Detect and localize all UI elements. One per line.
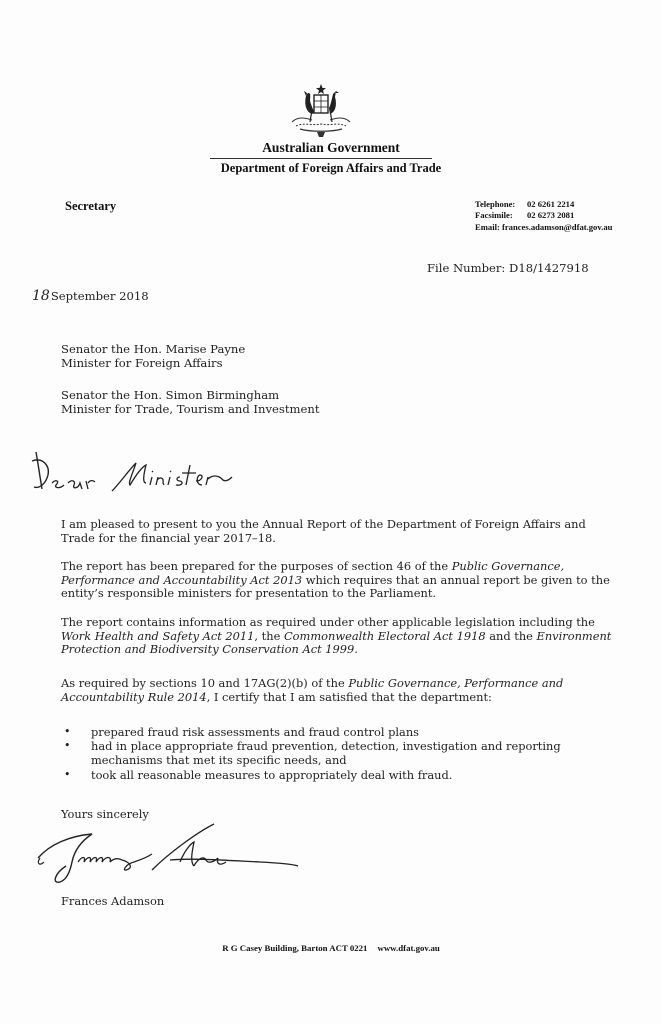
act-title-electoral-1918: Commonwealth Electoral Act 1918 — [283, 628, 486, 643]
paragraph-2-part-b: which requires that an annual report be given to the entity’s responsible ministers for presentation to the Parliament. — [61, 572, 610, 601]
paragraph-3-part-a: The report contains information as required under other applicable legislation including the — [61, 615, 595, 629]
list-item: • had in place appropriate fraud prevention, detection, investigation and reporting mechanisms that met its specific needs, and — [61, 739, 616, 767]
paragraph-2-part-a: The report has been prepared for the purposes of section 46 of the — [61, 559, 452, 573]
date-month-year: September 2018 — [50, 289, 149, 303]
recipient-1 — [61, 343, 245, 370]
certification-list — [61, 725, 616, 782]
email-label: Email: — [475, 221, 500, 232]
letterhead-divider — [210, 158, 432, 159]
paragraph-3 — [61, 616, 616, 657]
contact-block — [475, 199, 612, 233]
signature-image — [30, 822, 300, 892]
footer-website-link[interactable]: www.dfat.gov.au — [377, 943, 440, 953]
government-title: Australian Government — [262, 140, 400, 155]
facsimile-value: 02 6273 2081 — [527, 210, 575, 221]
letter-date — [32, 288, 149, 304]
paragraph-2 — [61, 560, 616, 601]
paragraph-3-part-d: . — [354, 642, 358, 657]
department-name: Department of Foreign Affairs and Trade — [220, 161, 442, 175]
handwritten-salutation — [28, 449, 248, 509]
paragraph-4 — [61, 677, 616, 704]
telephone-value: 02 6261 2214 — [527, 199, 575, 209]
facsimile-line — [475, 210, 612, 221]
paragraph-4-part-b: , I certify that I am satisfied that the department: — [206, 689, 492, 704]
recipient-title: Minister for Trade, Tourism and Investment — [61, 401, 320, 416]
paragraph-2-text — [61, 560, 616, 601]
telephone-line — [475, 199, 612, 210]
footer-address: R G Casey Building, Barton ACT 0221 — [222, 943, 368, 953]
recipient-name: Senator the Hon. Simon Birmingham — [61, 388, 280, 402]
office-title: Secretary — [65, 199, 117, 213]
recipient-2 — [61, 389, 319, 416]
rule-title-pgpa-2014: Public Governance, Performance and Accountability Rule 2014 — [61, 676, 564, 704]
file-number: File Number: D18/1427918 — [427, 261, 589, 275]
handwritten-day: 18 — [32, 288, 50, 304]
recipient-name: Senator the Hon. Marise Payne — [61, 342, 246, 356]
paragraph-3-part-b: , the — [254, 628, 284, 643]
paragraph-4-text — [61, 677, 616, 704]
paragraph-1-text: I am pleased to present to you the Annual Report of the Department of Foreign Affairs and Trade for the financial year 2017–18. — [61, 517, 586, 545]
telephone-label: Telephone: — [475, 199, 516, 209]
facsimile-label: Facsimile: — [475, 210, 513, 221]
act-title-whs-2011: Work Health and Safety Act 2011 — [61, 628, 255, 643]
recipient-title: Minister for Foreign Affairs — [61, 355, 223, 370]
closing: Yours sincerely — [61, 807, 149, 821]
paragraph-4-part-a: As required by sections 10 and 17AG(2)(b) of the — [61, 676, 349, 690]
signatory-name: Frances Adamson — [61, 894, 165, 908]
paragraph-1 — [61, 518, 616, 545]
paragraph-3-text — [61, 616, 616, 657]
footer — [0, 943, 662, 953]
email-link[interactable]: frances.adamson@dfat.gov.au — [501, 221, 613, 232]
coat-of-arms-icon — [284, 82, 358, 140]
list-item: • prepared fraud risk assessments and fraud control plans — [61, 725, 616, 739]
paragraph-3-part-c: and the — [485, 628, 537, 643]
email-line — [475, 222, 612, 233]
act-title-pgpa-2013: Public Governance, Performance and Accountability Act 2013 — [61, 559, 565, 587]
list-item: • took all reasonable measures to appropriately deal with fraud. — [61, 768, 616, 782]
act-title-epbc-1999: Environment Protection and Biodiversity Conservation Act 1999 — [61, 628, 612, 657]
